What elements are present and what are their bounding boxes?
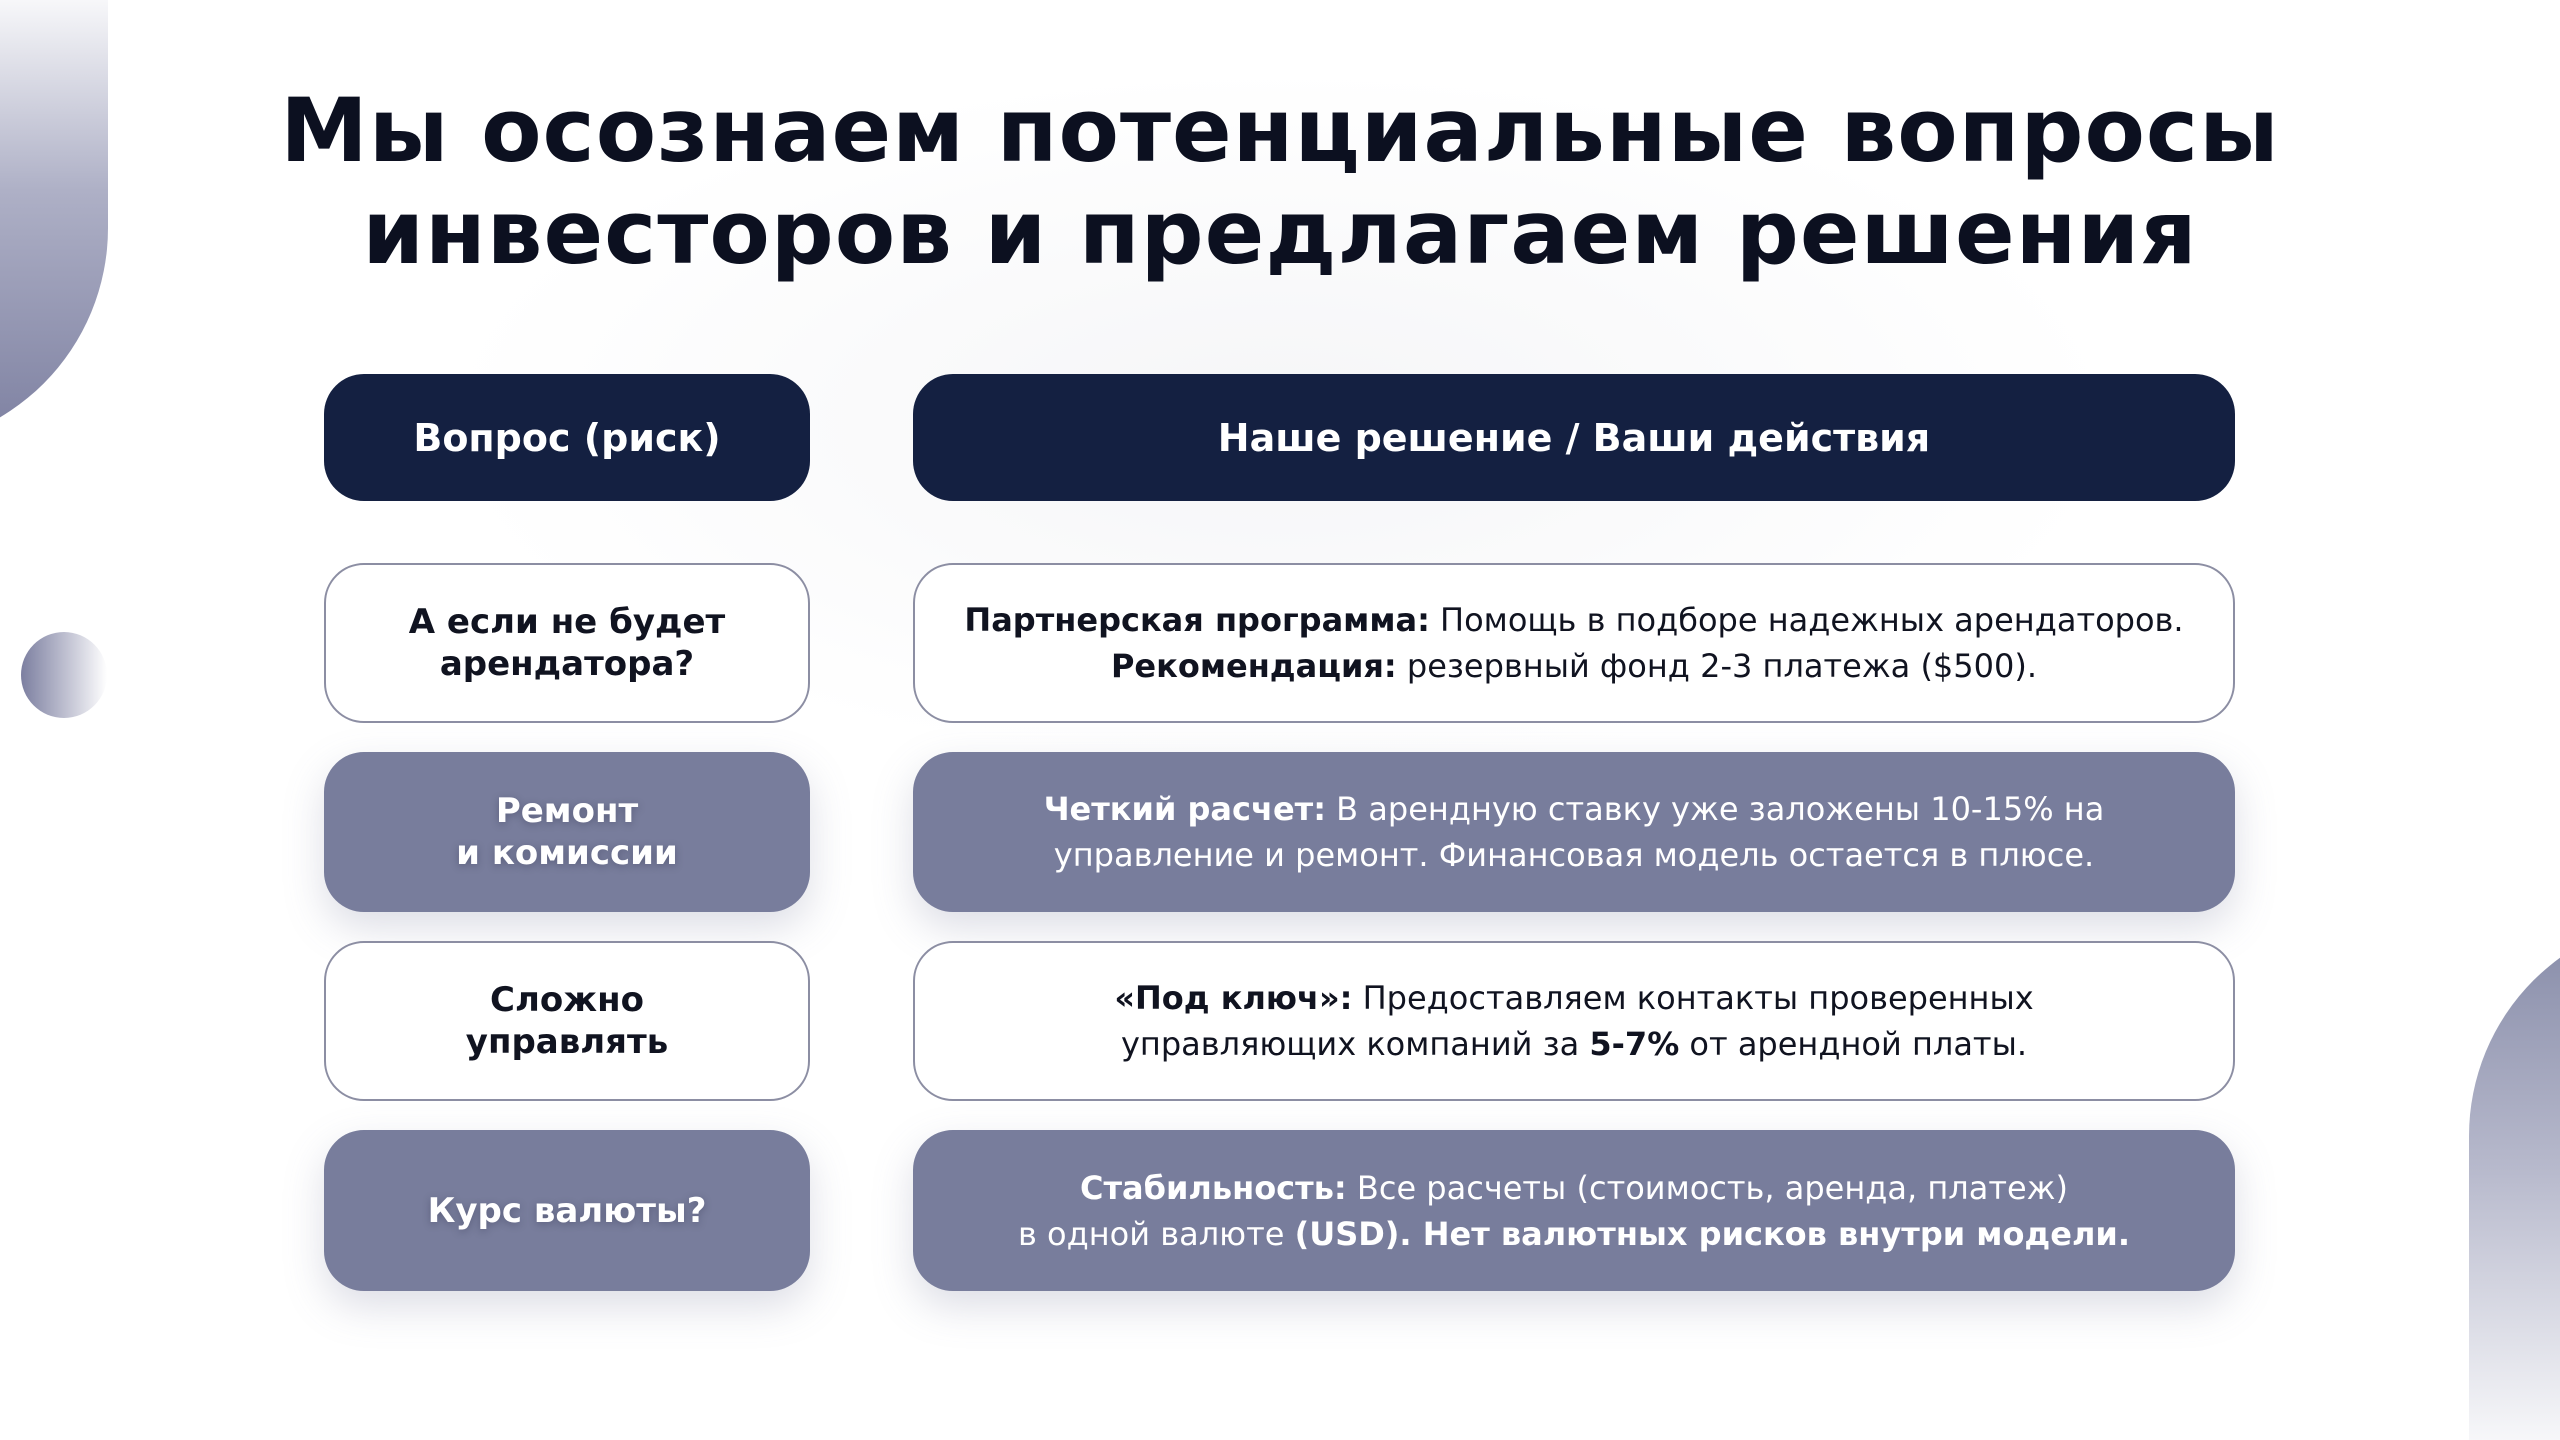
answer-line: Стабильность: Все расчеты (стоимость, аренда, платеж) <box>1080 1168 2068 1207</box>
question-line: Ремонт <box>495 791 639 831</box>
answer-cell <box>913 1130 2235 1291</box>
question-line: А если не будет <box>408 602 726 642</box>
question-cell <box>324 941 810 1101</box>
question-text <box>436 979 698 1063</box>
answer-cell <box>913 563 2235 723</box>
question-cell <box>324 1130 810 1291</box>
answer-line: «Под ключ»: Предоставляем контакты проверенных <box>1114 979 2034 1017</box>
answer-text <box>1004 786 2145 878</box>
answer-line: Партнерская программа: Помощь в подборе надежных арендаторов. <box>964 601 2184 639</box>
question-cell <box>324 563 810 723</box>
answer-line: управляющих компаний за 5-7% от арендной платы. <box>1120 1025 2027 1063</box>
answer-cell <box>913 941 2235 1101</box>
answer-line: Четкий расчет: В арендную ставку уже заложены 10-15% на <box>1043 790 2105 828</box>
question-line: управлять <box>465 1022 669 1062</box>
answer-line: Рекомендация: резервный фонд 2-3 платежа ($500). <box>1110 647 2038 685</box>
question-text <box>426 790 708 874</box>
answer-text <box>1074 975 2073 1067</box>
decorative-circle <box>21 632 107 718</box>
question-line: Курс валюты? <box>427 1190 707 1231</box>
question-line: и комиссии <box>456 833 678 873</box>
question-text <box>379 601 755 685</box>
header-solution-label: Наше решение / Ваши действия <box>1217 415 1931 460</box>
question-text <box>398 1190 737 1232</box>
header-solution <box>913 374 2235 501</box>
decorative-shape-right <box>2469 916 2560 1440</box>
answer-line: в одной валюте (USD). Нет валютных рисков внутри модели. <box>1018 1214 2130 1253</box>
question-line: арендатора? <box>439 644 695 684</box>
answer-text <box>924 597 2223 689</box>
answer-line: управление и ремонт. Финансовая модель остается в плюсе. <box>1053 836 2095 874</box>
header-question-label: Вопрос (риск) <box>413 415 721 460</box>
question-cell <box>324 752 810 912</box>
header-question <box>324 374 810 501</box>
question-line: Сложно <box>490 980 644 1020</box>
page-title <box>180 80 2380 284</box>
answer-text <box>978 1165 2170 1257</box>
answer-cell <box>913 752 2235 912</box>
decorative-shape-left <box>0 0 108 448</box>
title-line-1: Мы осознаем потенциальные вопросы <box>280 79 2280 182</box>
title-line-2: инвесторов и предлагаем решения <box>362 181 2198 284</box>
